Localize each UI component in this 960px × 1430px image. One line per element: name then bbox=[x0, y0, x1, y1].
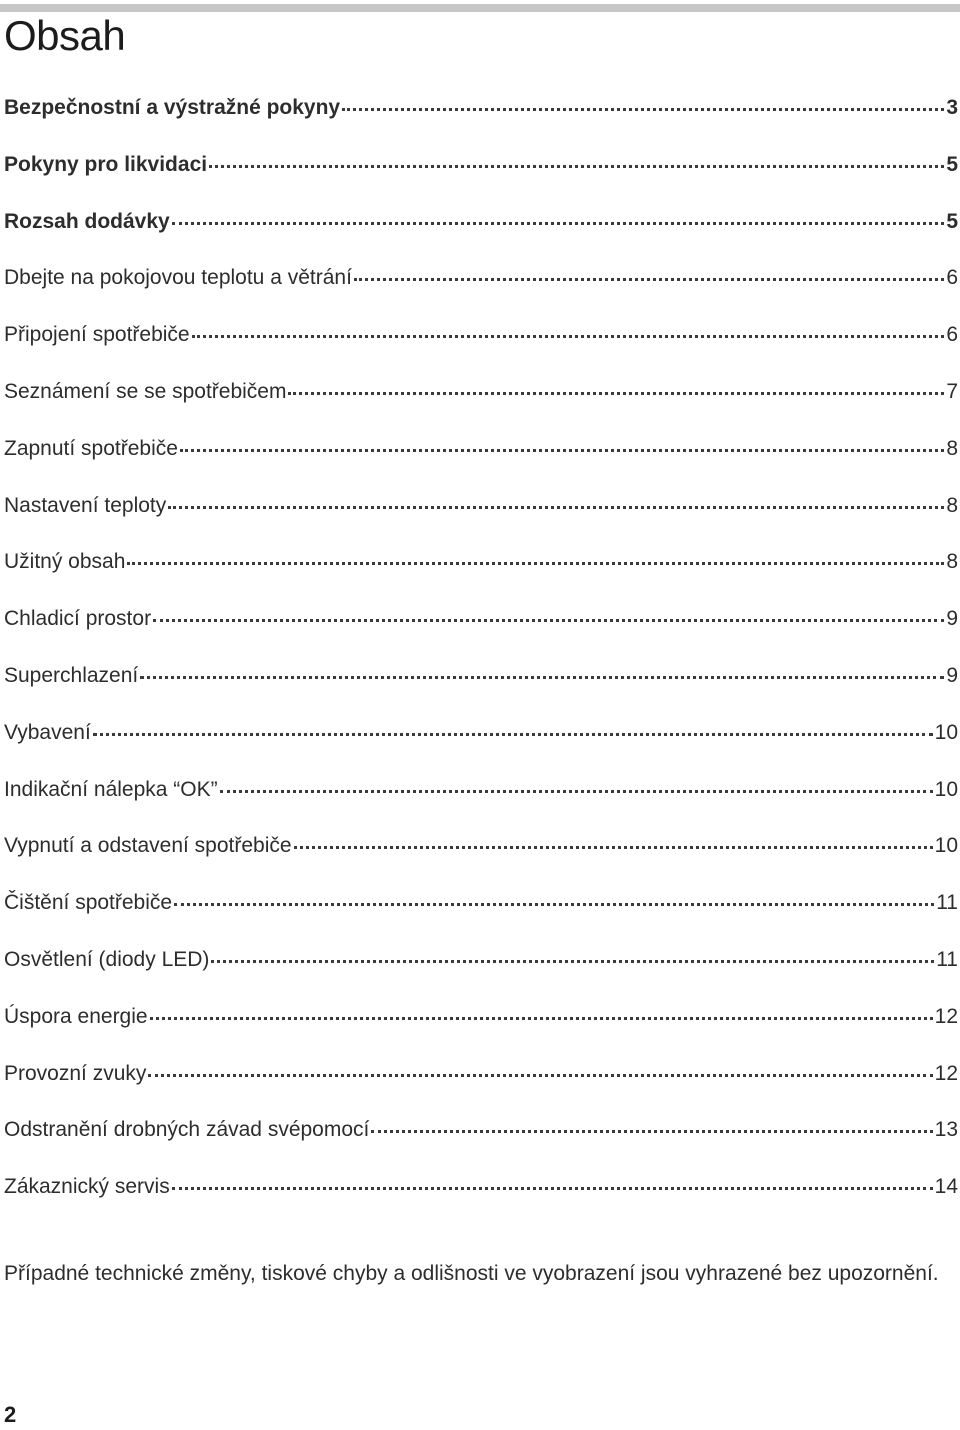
toc-entry-page: 6 bbox=[946, 266, 958, 290]
toc-entry-page: 11 bbox=[936, 891, 958, 915]
toc-entry-label: Užitný obsah bbox=[4, 550, 126, 574]
dot-leader bbox=[288, 392, 944, 395]
toc-entry-label: Zapnutí spotřebiče bbox=[4, 436, 178, 460]
toc-entry-page: 12 bbox=[934, 1004, 958, 1028]
toc-entry[interactable] bbox=[4, 607, 958, 664]
dot-leader bbox=[209, 165, 944, 168]
toc-entry[interactable] bbox=[4, 778, 958, 835]
toc-entry[interactable] bbox=[4, 948, 958, 1005]
toc-entry-page: 7 bbox=[946, 379, 958, 403]
dot-leader bbox=[153, 619, 944, 622]
toc-entry-label: Připojení spotřebiče bbox=[4, 323, 190, 347]
toc-entry-label: Nastavení teploty bbox=[4, 493, 167, 517]
toc-entry-page: 5 bbox=[946, 209, 958, 233]
toc-entry-page: 6 bbox=[946, 323, 958, 347]
toc-entry-label: Vypnutí a odstavení spotřebiče bbox=[4, 834, 292, 858]
toc-entry-page: 13 bbox=[934, 1118, 958, 1142]
toc-entry-label: Úspora energie bbox=[4, 1004, 148, 1028]
toc-entry[interactable] bbox=[4, 266, 958, 323]
toc-entry-label: Provozní zvuky bbox=[4, 1061, 147, 1085]
toc-entry-label: Odstranění drobných závad svépomocí bbox=[4, 1118, 370, 1142]
dot-leader bbox=[168, 506, 944, 509]
dot-leader bbox=[148, 1074, 932, 1077]
toc-entry-label: Chladicí prostor bbox=[4, 607, 152, 631]
toc-entry[interactable] bbox=[4, 210, 958, 267]
dot-leader bbox=[150, 1017, 933, 1020]
table-of-contents bbox=[4, 96, 958, 1232]
toc-entry[interactable] bbox=[4, 1062, 958, 1119]
dot-leader bbox=[172, 222, 945, 225]
disclaimer-note: Případné technické změny, tiskové chyby a odlišnosti ve vyobrazení jsou vyhrazené bez upozornění. bbox=[4, 1262, 939, 1285]
toc-entry[interactable] bbox=[4, 721, 958, 778]
toc-entry-page: 12 bbox=[934, 1061, 958, 1085]
toc-entry-label: Superchlazení bbox=[4, 663, 139, 687]
dot-leader bbox=[174, 903, 934, 906]
toc-entry-label: Osvětlení (diody LED) bbox=[4, 947, 210, 971]
page-number: 2 bbox=[4, 1402, 17, 1427]
toc-entry-page: 10 bbox=[934, 834, 958, 858]
toc-entry-page: 10 bbox=[934, 720, 958, 744]
toc-entry-label: Bezpečnostní a výstražné pokyny bbox=[4, 96, 341, 119]
toc-entry[interactable] bbox=[4, 323, 958, 380]
toc-entry-label: Indikační nálepka “OK” bbox=[4, 777, 218, 801]
toc-entry-label: Čištění spotřebiče bbox=[4, 891, 173, 915]
toc-entry[interactable] bbox=[4, 1118, 958, 1175]
dot-leader bbox=[211, 960, 934, 963]
dot-leader bbox=[140, 676, 944, 679]
toc-entry-page: 14 bbox=[934, 1175, 958, 1199]
top-rule bbox=[0, 4, 960, 12]
toc-entry[interactable] bbox=[4, 1005, 958, 1062]
dot-leader bbox=[127, 562, 944, 565]
dot-leader bbox=[342, 108, 944, 111]
toc-entry-label: Rozsah dodávky bbox=[4, 209, 170, 233]
dot-leader bbox=[192, 335, 945, 338]
toc-entry-page: 8 bbox=[946, 436, 958, 460]
dot-leader bbox=[180, 449, 944, 452]
toc-entry-page: 10 bbox=[934, 777, 958, 801]
dot-leader bbox=[172, 1187, 933, 1190]
dot-leader bbox=[93, 733, 933, 736]
toc-entry[interactable] bbox=[4, 550, 958, 607]
toc-entry[interactable] bbox=[4, 437, 958, 494]
dot-leader bbox=[371, 1130, 932, 1133]
toc-entry-page: 8 bbox=[946, 493, 958, 517]
toc-entry-page: 9 bbox=[946, 663, 958, 687]
toc-entry-label: Zákaznický servis bbox=[4, 1175, 170, 1199]
toc-entry[interactable] bbox=[4, 891, 958, 948]
toc-entry-page: 8 bbox=[946, 550, 958, 574]
toc-entry[interactable] bbox=[4, 834, 958, 891]
toc-entry-page: 9 bbox=[946, 607, 958, 631]
toc-entry[interactable] bbox=[4, 380, 958, 437]
toc-entry-page: 3 bbox=[946, 96, 958, 119]
toc-entry[interactable] bbox=[4, 1175, 958, 1232]
toc-entry-page: 11 bbox=[936, 947, 958, 971]
dot-leader bbox=[354, 278, 944, 281]
toc-entry-label: Seznámení se se spotřebičem bbox=[4, 379, 287, 403]
dot-leader bbox=[294, 846, 933, 849]
toc-entry-label: Dbejte na pokojovou teplotu a větrání bbox=[4, 266, 352, 290]
dot-leader bbox=[220, 790, 933, 793]
toc-entry[interactable] bbox=[4, 494, 958, 551]
page-title: Obsah bbox=[4, 12, 126, 59]
toc-entry[interactable] bbox=[4, 153, 958, 210]
toc-entry-label: Pokyny pro likvidaci bbox=[4, 152, 208, 176]
toc-entry-label: Vybavení bbox=[4, 720, 91, 744]
toc-entry[interactable] bbox=[4, 664, 958, 721]
toc-entry-page: 5 bbox=[946, 152, 958, 176]
toc-entry[interactable] bbox=[4, 96, 958, 153]
